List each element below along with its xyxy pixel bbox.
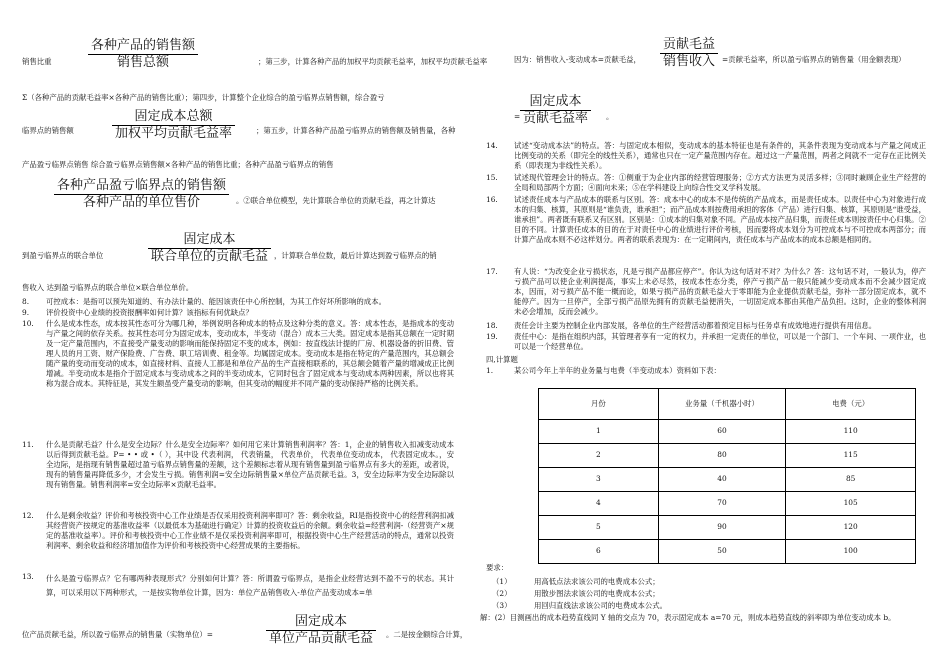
list-item <box>22 319 454 389</box>
step-three-text: ；第三步，计算各种产品的加权平均贡献毛益率，加权平均贡献毛益率 <box>258 57 488 66</box>
requirement-number: （1） <box>492 577 512 586</box>
list-item <box>22 440 454 490</box>
table-cell: 60 <box>658 420 786 444</box>
solution-text: 解：(2）目测画出的成本趋势直线同 Y 轴的交点为 70，表示固定成本 a=70 元，则成本趋势直线的斜率即为单位变动成本 b。 <box>480 613 896 622</box>
joint-unit-tail-text: ，计算联合单位数，最后计算达到盈亏临界点的销 <box>274 251 437 260</box>
unit-break-even-label: 位产品贡献毛益，所以盈亏临界点的销售量（实物单位）= <box>22 630 213 639</box>
item-number: 16. <box>486 195 498 204</box>
item-number: 11. <box>22 440 34 449</box>
fraction-numerator: 固定成本 <box>529 94 582 109</box>
table-row <box>539 516 916 540</box>
table-cell: 1 <box>539 420 659 444</box>
list-item <box>486 267 926 317</box>
item-text: 什么是贡献毛益？什么是安全边际？什么是安全边际率？如何用它来计算销售利润率？答：1，企业的销售收入扣减变动成本以后得到贡献毛益。P= • • 或 •（ ），其中设 代表利润， 代表销量， 代表单价， 代表单位变动成本， 代表固定成本。，安全边际，是指现有销售量超过盈亏临界点销售量的差额，这个差额标志着从现有销售量到盈亏临界点有多大的差距，或者说，现有的销售量再降低多少，才会发生亏损。销售利润=安全边际销售量×单位产品贡献毛益。3，安全边际率为安全边际除以现有销售量。销售利润率=安全边际率×贡献毛益率。 <box>46 440 454 490</box>
table-row <box>539 540 916 564</box>
item-number: 15. <box>486 173 498 182</box>
list-item <box>22 308 454 318</box>
question-text: 某公司今年上半年的业务量与电费（半变动成本）资料如下表： <box>514 366 721 375</box>
table-cell: 5 <box>539 516 659 540</box>
item-text: 有人说：“为改变企业亏损状态，凡是亏损产品都应停产”。你认为这句话对不对？为什么？答：这句话不对，一般认为，停产亏损产品可以使企业利润提高，事实上未必尽然，按成本性态分类，停产亏损产品一般只能减少变动成本而不会减少固定成本，因而，对亏损产品不能一概而论，如果亏损产品的贡献毛益大于零即能为企业提供贡献毛益，弥补一部分固定成本，就不能停产。因为一旦停产，全部亏损产品原先拥有的贡献毛益便消失，一切固定成本都由其他产品负担。这时，企业的整体利润未必会增加，反而会减少。 <box>514 267 926 317</box>
table-row <box>539 492 916 516</box>
product-break-even-text: 产品盈亏临界点销售 综合盈亏临界点销售额×各种产品的销售比重；各种产品盈亏临界点的销售 <box>22 160 334 169</box>
break-even-sales-label: 临界点的销售额 <box>22 126 74 135</box>
list-item <box>486 332 926 352</box>
item-text: 评价投资中心业绩的投资报酬率如何计算？该指标有何优缺点？ <box>46 308 253 317</box>
requirement-text: 用散步图法求该公司的电费成本公式； <box>534 589 660 598</box>
table-cell: 3 <box>539 468 659 492</box>
weighted-margin-formula: Σ（各种产品的贡献毛益率×各种产品的销售比重）；第四步，计算整个企业综合的盈亏临界点销售额，综合盈亏 <box>22 93 385 102</box>
amount-method-text: 。二是按金额综合计算， <box>386 630 468 639</box>
list-item <box>486 195 926 245</box>
list-item <box>486 173 926 193</box>
requirement-number: （2） <box>492 589 512 598</box>
fraction-numerator: 各种产品的销售额 <box>91 38 196 53</box>
item-number: 9. <box>22 308 30 317</box>
fraction-denominator: 单位产品贡献毛益 <box>266 630 376 647</box>
data-table <box>538 388 916 564</box>
list-item <box>22 511 454 551</box>
step-five-text: ；第五步，计算各种产品盈亏临界点的销售额及销售量，各种 <box>256 126 456 135</box>
fraction-denominator: 加权平均贡献毛益率 <box>112 125 235 142</box>
item-text: 试述“变动成本法”的特点。答：与固定成本相似，变动成本的基本特征也是有条件的，其条件表现为变动成本与产量之间成正比例变动的关系（即完全的线性关系），通常也只在一定产量范围内存在。超过这一产量范围，两者之间就不一定存在正比例关系（即表现为非线性关系）。 <box>514 141 926 171</box>
table-header-row <box>539 389 916 420</box>
table-cell: 80 <box>658 444 786 468</box>
item-text: 试述现代管理会计的特点。答：①侧重于为企业内部的经营管理服务；②方式方法更为灵活多样；③同时兼顾企业生产经营的全局和局部两个方面；④面向未来；⑤在学科建设上向综合性交叉学科发展。 <box>514 173 926 193</box>
table-cell: 105 <box>786 492 916 516</box>
item-text: 可控成本：是指可以预先知道的、有办法计量的、能因该责任中心所控制，为其工作好坏所影响的成本。 <box>46 297 386 306</box>
table-header-cell: 电费（元） <box>786 389 916 420</box>
table-cell: 50 <box>658 540 786 564</box>
list-item <box>22 572 454 600</box>
contribution-margin-label: 因为：销售收入-变动成本=贡献毛益， <box>514 55 641 64</box>
item-number: 14. <box>486 141 498 150</box>
table-cell: 40 <box>658 468 786 492</box>
table-cell: 70 <box>658 492 786 516</box>
item-text: 什么是剩余收益？评价和考核投资中心工作业绩是否仅采用投资利润率即可？答：剩余收益，RI是指投资中心的经营利润扣减其经营资产按规定的基准收益率（以最低本为基础进行确定）计算的投资收益后的余额。剩余收益=经营利润-（经营资产×规定的基准收益率）。评价和考核投资中心工作业绩不是仅采投资利润率即可，根据投资中心生产经营活动的特点，通常以投资利润率、剩余收益和经济增加值作为评价和考核投资中心经营成果的主要指标。 <box>46 511 454 551</box>
sales-ratio-fraction <box>88 38 198 71</box>
item-text: 责任中心：是指在组织内部，其管理者享有一定的权力，并承担一定责任的单位，可以是一个部门、一个车间、一项作业，也可以是一个经营单位。 <box>514 332 926 352</box>
period-mark: 。 <box>606 112 614 121</box>
item-number: 19. <box>486 332 498 341</box>
fraction-denominator: 联合单位的贡献毛益 <box>148 248 271 265</box>
break-even-revenue-text: 售收入 达到盈亏临界点的联合单位×联合单位单价。 <box>22 283 194 292</box>
fraction-numerator: 固定成本 <box>295 614 348 629</box>
item-text: 试述责任成本与产品成本的联系与区别。答：成本中心的成本不是传统的产品成本，而是责任成本。以责任中心为对象进行成本的归集、核算，其原则是“谁负责，谁承担”；而产品成本则按费用承担的客体（产品）进行归集、核算，其原则是“谁受益，谁承担”。两者既有联系又有区别。区别是：①成本的归集对象不同。产品成本按产品归集，而责任成本则按责任中心归集。②目的不同。计算责任成本的目的在于对责任中心的业绩进行评价考核，因而要将成本划分为可控成本与不可控成本两部分；而计算产品成本则不必这样划分。两者的联系表现为：在一定期间内，责任成本与产品成本的成本总额是相同的。 <box>514 195 926 245</box>
item-number: 8. <box>22 297 30 306</box>
table-row <box>539 420 916 444</box>
fraction-numerator: 固定成本 <box>183 232 236 247</box>
fraction-denominator: 贡献毛益率 <box>520 110 591 127</box>
equals-sign: = <box>514 112 521 121</box>
item-number: 12. <box>22 511 34 520</box>
fraction-numerator: 固定成本总额 <box>134 109 213 124</box>
requirement-text: 用高低点法求该公司的电费成本公式； <box>534 577 660 586</box>
table-header-cell: 业务量（千机器小时） <box>658 389 786 420</box>
table-cell: 4 <box>539 492 659 516</box>
joint-unit-model-text: 。②联合单位模型，先计算联合单位的贡献毛益，再之计算达 <box>236 196 436 205</box>
break-even-volume-fraction <box>54 178 229 211</box>
item-text: 什么是成本性态，成本按其性态可分为哪几种，举例说明各种成本的特点及这种分类的意义。答：成本性态，是指成本的变动与产量之间的依存关系。按其性态可分为固定成本，变动成本，半变动（混合）成本三大类。固定成本是指其总额在一定时期及一定产量范围内，不直接受产量变动的影响而能保持固定不变的成本，例如：按直线法计提的厂房、机器设备的折旧费、管理人员的月工资、财产保险费、广告费、职工培训费、租金等。均属固定成本。变动成本是指在特定的产量范围内，其总额会随产量的变动而变动的成本，如直接材料、直接人工都是和单位产品的生产直接相联系的，其总额会随着产量的增减成正比例增减。半变动成本是指介于固定成本与变动成本之间的半变动成本，它同时包含了固定成本与变动成本两种因素，所以也将其称为混合成本。其特征是，其发生额虽受产量变动的影响，但其变动的幅度并不同产量的变动保持严格的比例关系。 <box>46 319 454 389</box>
table-row <box>539 444 916 468</box>
table-cell: 100 <box>786 540 916 564</box>
requirement-number: （3） <box>492 601 512 610</box>
list-item <box>22 297 454 307</box>
table-cell: 110 <box>786 420 916 444</box>
list-item <box>486 141 926 171</box>
sales-ratio-label: 销售比重 <box>22 57 52 66</box>
table-cell: 90 <box>658 516 786 540</box>
item-text: 什么是盈亏临界点？它有哪两种表现形式？分别如何计算？答：所谓盈亏临界点，是指企业经营达到不盈不亏的状态。其计算，可以采用以下两种形式，一是按实物单位计算，因为：单位产品销售收入-单位产品变动成本=单 <box>46 574 454 598</box>
item-number: 13. <box>22 572 34 581</box>
unit-break-even-fraction <box>266 614 376 647</box>
fraction-denominator: 各种产品的单位售价 <box>54 194 229 211</box>
table-cell: 85 <box>786 468 916 492</box>
break-even-amount-fraction <box>520 94 591 127</box>
item-number: 17. <box>486 267 498 276</box>
break-even-sales-fraction <box>112 109 235 142</box>
table-cell: 120 <box>786 516 916 540</box>
table-header-cell: 月份 <box>539 389 659 420</box>
fraction-denominator: 销售总额 <box>88 54 198 71</box>
item-number: 10. <box>22 319 34 328</box>
margin-ratio-fraction <box>660 37 718 70</box>
list-item <box>486 321 926 331</box>
margin-ratio-tail-text: =贡献毛益率，所以盈亏临界点的销售量（用金额表现） <box>722 55 906 64</box>
fraction-numerator: 贡献毛益 <box>663 37 716 52</box>
table-row <box>539 468 916 492</box>
fraction-numerator: 各种产品盈亏临界点的销售额 <box>57 178 227 193</box>
item-number: 18. <box>486 321 498 330</box>
requirements-title: 要求： <box>486 563 509 572</box>
table-cell: 6 <box>539 540 659 564</box>
fraction-denominator: 销售收入 <box>660 53 718 70</box>
table-cell: 2 <box>539 444 659 468</box>
question-number: 1. <box>486 366 494 375</box>
joint-unit-label: 到盈亏临界点的联合单位 <box>22 251 104 260</box>
table-cell: 115 <box>786 444 916 468</box>
item-text: 责任会计主要为控制企业内部发展，各单位的生产经营活动都着预定目标与任务卓有成效地进行提供有用信息。 <box>514 321 877 330</box>
joint-unit-fraction <box>148 232 271 265</box>
requirement-text: 用回归直线法求该公司的电费成本公式。 <box>534 601 668 610</box>
section-heading: 四,计算题 <box>486 355 518 364</box>
